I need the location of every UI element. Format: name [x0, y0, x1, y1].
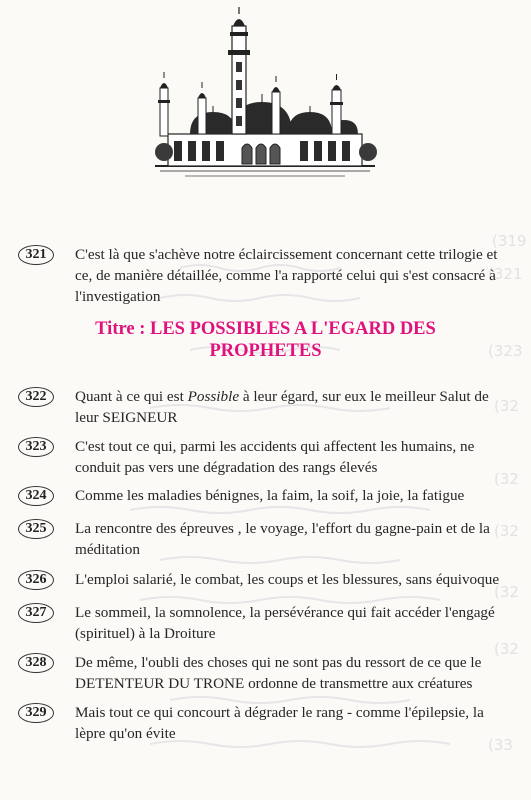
section-title — [0, 318, 531, 362]
mosque-illustration — [150, 6, 380, 184]
verse-text: Comme les maladies bénignes, la faim, la soif, la joie, la fatigue — [75, 487, 465, 504]
verse-number: 324 — [18, 486, 54, 506]
verse-number: 326 — [18, 570, 54, 590]
verse-text: De même, l'oubli des choses qui ne sont pas du ressort de ce que le DETENTEUR DU TRONE ordonne de transmettre aux créatures — [75, 654, 482, 692]
possible-emphasis: Possible — [187, 388, 240, 405]
verse-text: Le sommeil, la somnolence, la persévérance qui fait accéder l'engagé (spirituel) à la Droiture — [75, 604, 495, 642]
verse-number: 321 — [18, 245, 54, 265]
verse-number: 328 — [18, 653, 54, 673]
verse-text: Quant à ce qui est Possible à leur égard, sur eux le meilleur Salut de leur SEIGNEUR — [75, 388, 489, 426]
verse-text: C'est là que s'achève notre éclaircissement concernant cette trilogie et ce, de manière détaillée, comme l'a rapporté celui qui s'est consacré à l'investigation — [75, 246, 498, 305]
verse-text: La rencontre des épreuves , le voyage, l'effort du gagne-pain et de la méditation — [75, 520, 490, 558]
verse-number: 323 — [18, 437, 54, 457]
verse-text: C'est tout ce qui, parmi les accidents qui affectent les humains, ne conduit pas vers une dégradation des rangs élevés — [75, 438, 475, 476]
verse-text: L'emploi salarié, le combat, les coups et les blessures, sans équivoque — [75, 571, 500, 588]
section-title-line-1: Titre : LES POSSIBLES A L'EGARD DES — [95, 319, 436, 339]
verse-number: 325 — [18, 519, 54, 539]
verse-text: Mais tout ce qui concourt à dégrader le rang - comme l'épilepsie, la lèpre qu'on évite — [75, 704, 484, 742]
verse-number: 329 — [18, 703, 54, 723]
section-title-line-2: PROPHETES — [209, 341, 322, 361]
verse-number: 327 — [18, 603, 54, 623]
verse-number: 322 — [18, 387, 54, 407]
